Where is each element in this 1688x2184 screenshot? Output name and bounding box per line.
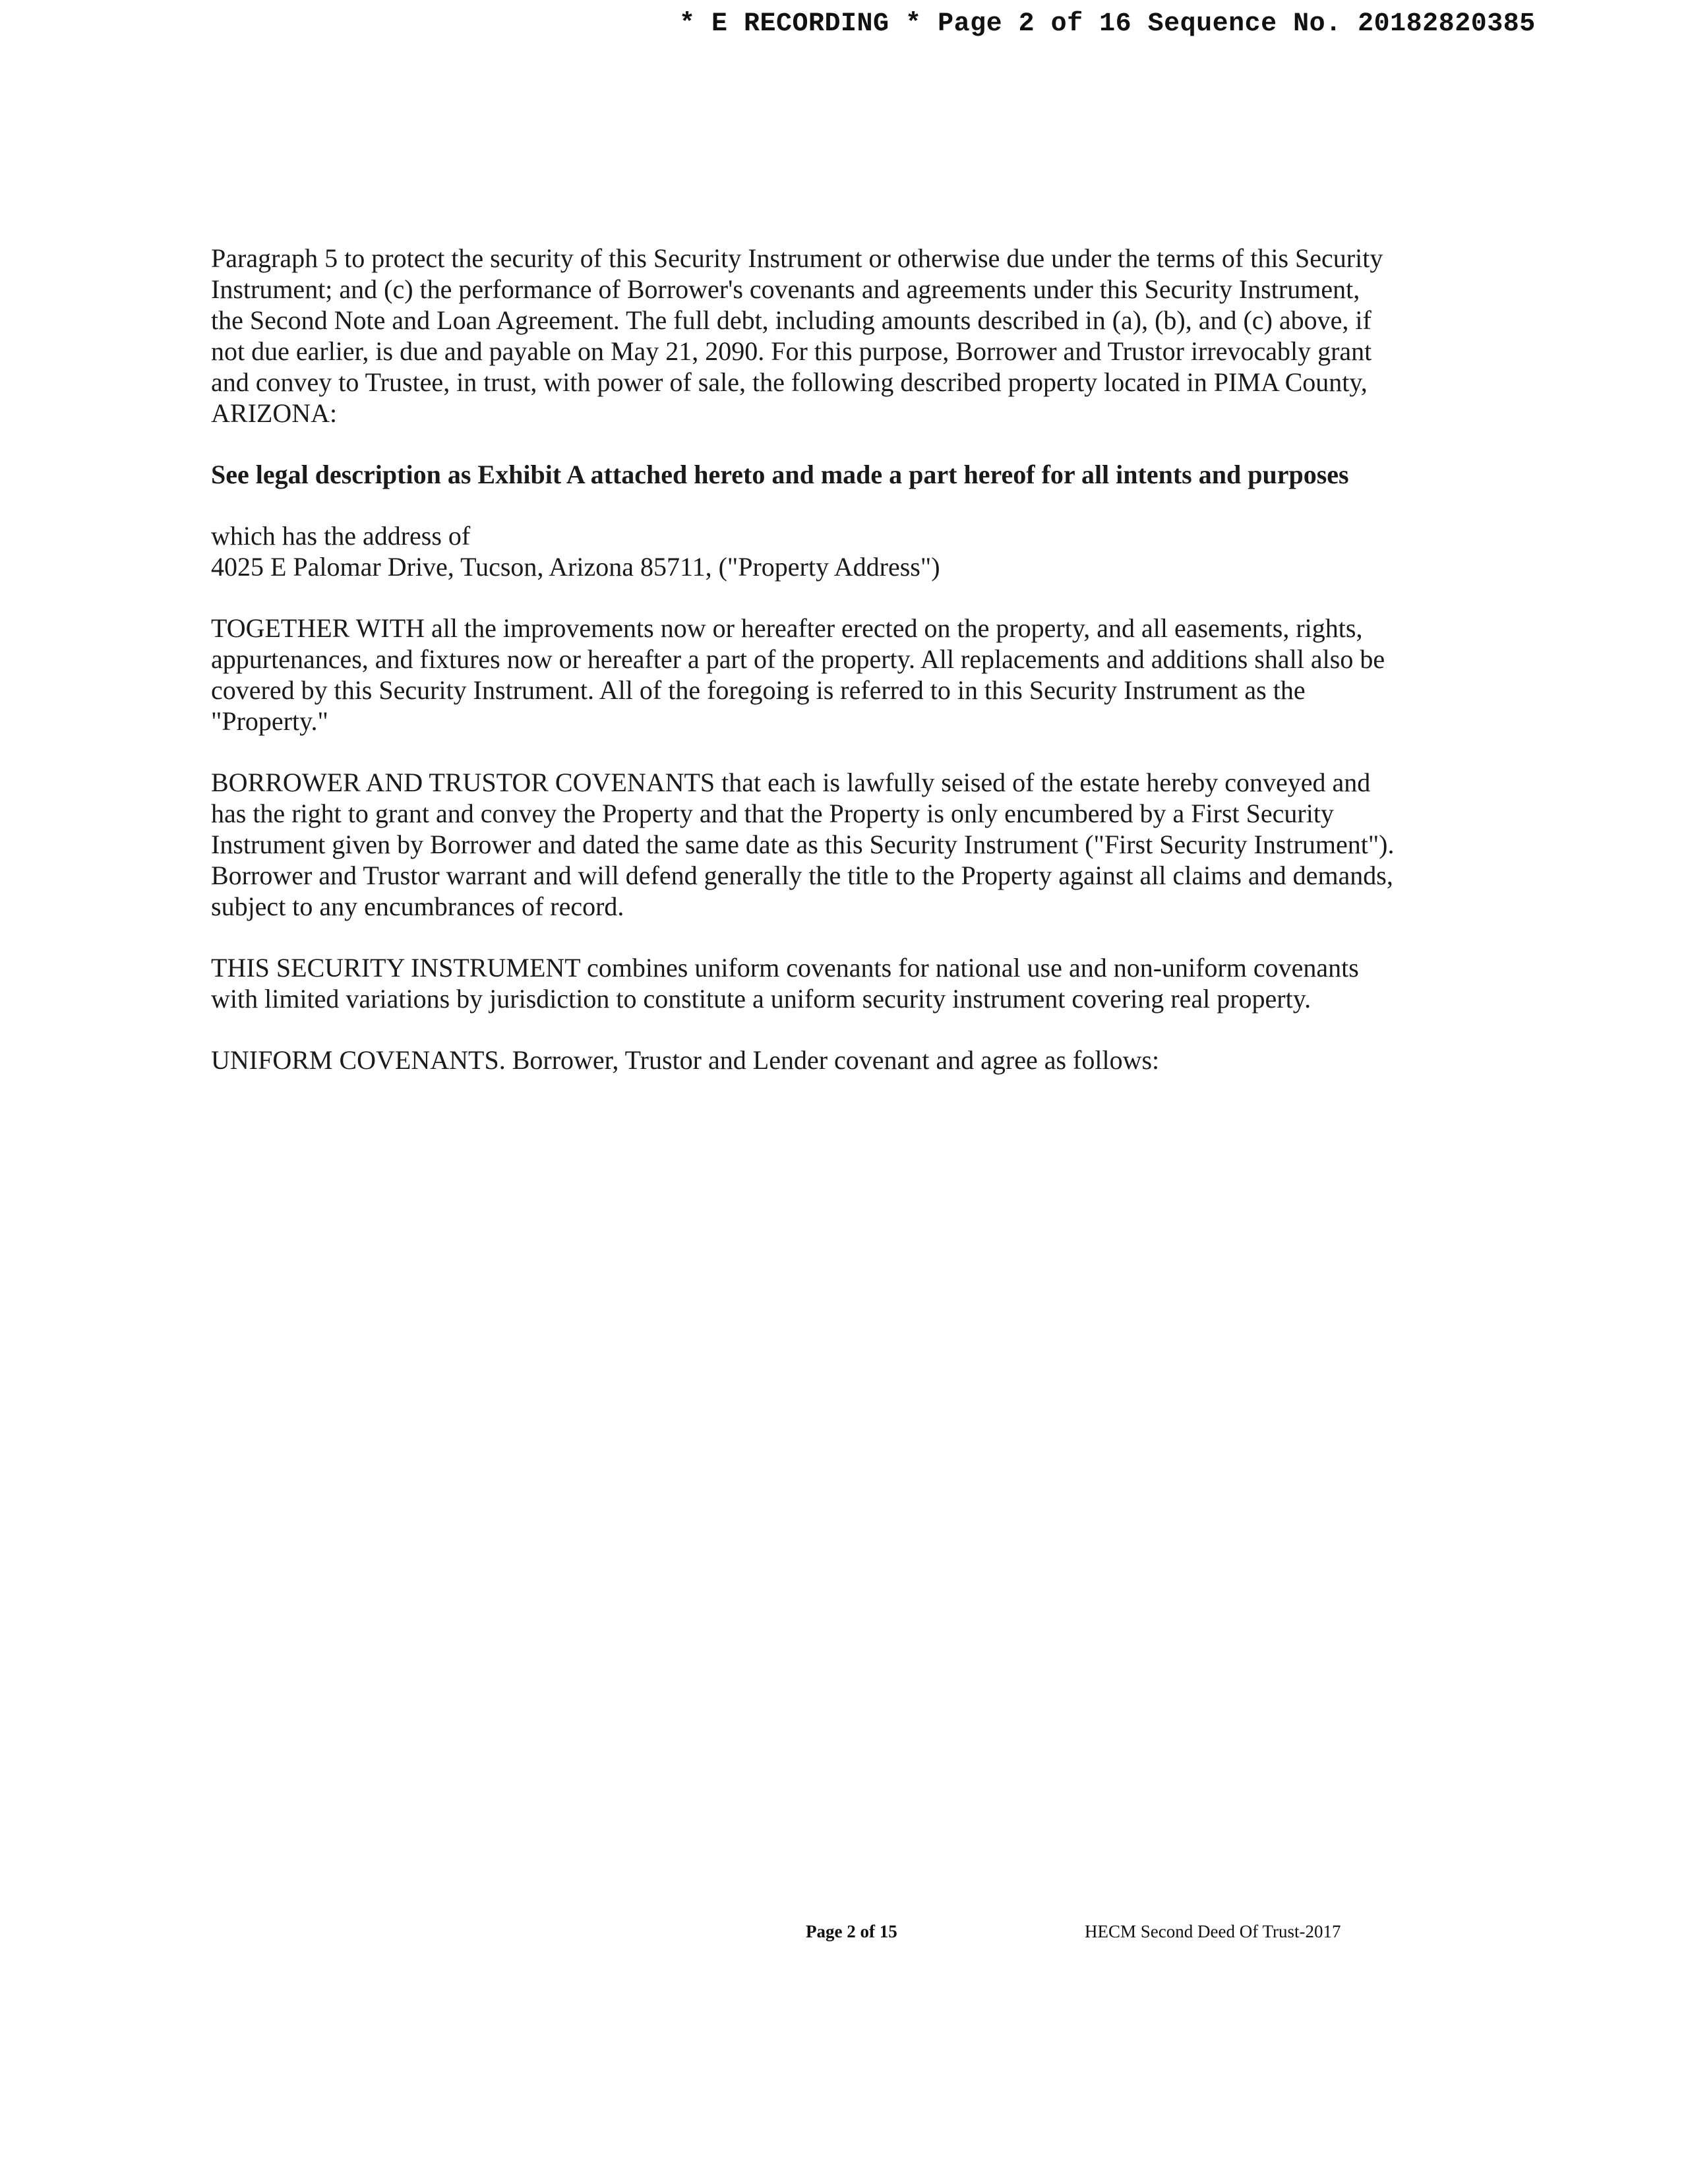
paragraph-uniform-covenants: UNIFORM COVENANTS. Borrower, Trustor and Lender covenant and agree as follows: <box>211 1045 1160 1075</box>
document-body <box>211 243 1398 1106</box>
address-intro: which has the address of <box>211 521 471 551</box>
paragraph-security-instrument: THIS SECURITY INSTRUMENT combines uniform covenants for national use and non-uniform covenants with limited variations by jurisdiction to constitute a uniform security instrument covering real property. <box>211 953 1359 1014</box>
paragraph-debt-terms: Paragraph 5 to protect the security of this Security Instrument or otherwise due under the terms of this Security Instrument; and (c) the performance of Borrower's covenants and agreements under this Security Instrument, the Second Note and Loan Agreement. The full debt, including amounts described in (a), (b), and (c) above, if not due earlier, is due and payable on May 21, 2090. For this purpose, Borrower and Trustor irrevocably grant and convey to Trustee, in trust, with power of sale, the following described property located in PIMA County, ARIZONA: <box>211 243 1383 428</box>
property-address-block <box>211 520 1398 582</box>
paragraph-borrower-covenants: BORROWER AND TRUSTOR COVENANTS that each is lawfully seised of the estate hereby conveyed and has the right to grant and convey the Property and that the Property is only encumbered by a First Security Instrument given by Borrower and dated the same date as this Security Instrument ("First Security Instrument"). Borrower and Trustor warrant and will defend generally the title to the Property against all claims and demands, subject to any encumbrances of record. <box>211 768 1395 921</box>
property-address: 4025 E Palomar Drive, Tucson, Arizona 85711, ("Property Address") <box>211 552 940 582</box>
paragraph-together-with: TOGETHER WITH all the improvements now or hereafter erected on the property, and all easements, rights, appurtenances, and fixtures now or hereafter a part of the property. All replacements and additions shall also be covered by this Security Instrument. All of the foregoing is referred to in this Security Instrument as the "Property." <box>211 613 1385 736</box>
form-name: HECM Second Deed Of Trust-2017 <box>1085 1922 1341 1941</box>
legal-description: See legal description as Exhibit A attached hereto and made a part hereof for all intents and purposes <box>211 460 1349 489</box>
recording-header: * E RECORDING * Page 2 of 16 Sequence No. 20182820385 <box>679 9 1536 39</box>
page-number: Page 2 of 15 <box>806 1922 897 1941</box>
